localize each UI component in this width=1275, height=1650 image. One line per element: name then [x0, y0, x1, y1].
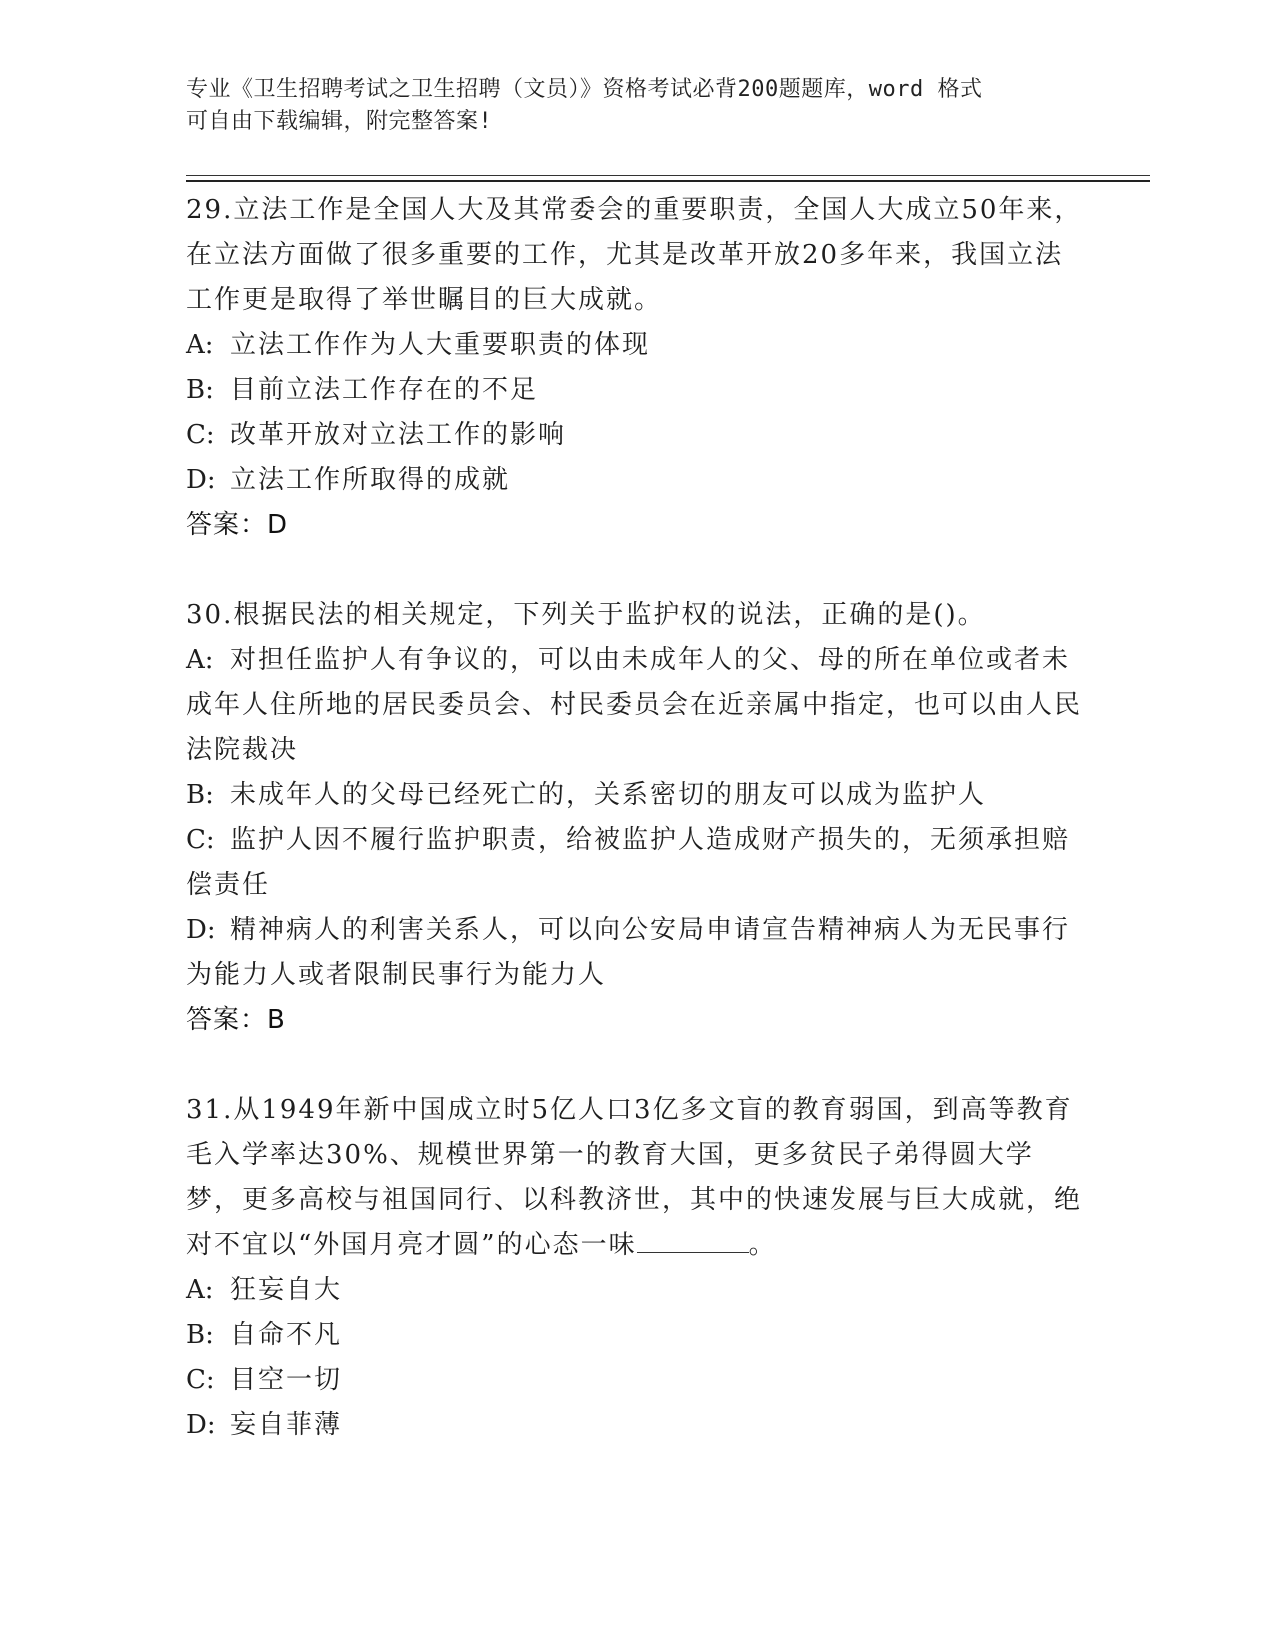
option-b	[186, 368, 1086, 413]
option-key: B:	[186, 780, 214, 810]
header-divider-thick	[186, 180, 1150, 182]
option-key: D:	[186, 465, 216, 495]
option-key: D:	[186, 915, 216, 945]
option-text: 狂妄自大	[230, 1275, 343, 1305]
option-key: C:	[186, 420, 215, 450]
option-text: 未成年人的父母已经死亡的，关系密切的朋友可以成为监护人	[230, 780, 987, 810]
option-key: A:	[186, 645, 214, 675]
header-divider-thin	[186, 175, 1150, 176]
question-30	[186, 593, 1086, 1043]
option-d	[186, 1403, 1086, 1448]
option-key: D:	[186, 1410, 216, 1440]
option-text: 改革开放对立法工作的影响	[230, 420, 567, 450]
option-text: 监护人因不履行监护职责，给被监护人造成财产损失的，无须承担赔偿责任	[186, 825, 1071, 900]
option-d	[186, 458, 1086, 503]
header-line-2: 可自由下载编辑，附完整答案!	[186, 109, 493, 134]
option-text: 立法工作作为人大重要职责的体现	[230, 330, 651, 360]
question-stem: 30.根据民法的相关规定，下列关于监护权的说法，正确的是()。	[186, 600, 986, 630]
fill-in-blank	[637, 1228, 749, 1253]
question-stem: 29.立法工作是全国人大及其常委会的重要职责，全国人大成立50年来，在立法方面做了很多重要的工作，尤其是改革开放20多年来，我国立法工作更是取得了举世瞩目的巨大成就。	[186, 195, 1083, 315]
option-key: B:	[186, 1320, 214, 1350]
document-header	[186, 74, 1066, 138]
question-29	[186, 188, 1086, 548]
stem-end: 。	[748, 1230, 777, 1260]
option-key: C:	[186, 1365, 215, 1395]
option-text: 目前立法工作存在的不足	[230, 375, 539, 405]
header-line-1: 专业《卫生招聘考试之卫生招聘（文员）》资格考试必背200题题库，word 格式	[186, 77, 983, 102]
option-key: C:	[186, 825, 215, 855]
option-c	[186, 818, 1086, 908]
option-b	[186, 773, 1086, 818]
option-key: A:	[186, 330, 214, 360]
option-d	[186, 908, 1086, 998]
option-a	[186, 638, 1086, 773]
option-c	[186, 413, 1086, 458]
stem-text: 31.从1949年新中国成立时5亿人口3亿多文盲的教育弱国，到高等教育毛入学率达30%、规模世界第一的教育大国，更多贫民子弟得圆大学梦，更多高校与祖国同行、以科教济世，其中的快速发展与巨大成就，绝对不宜以“外国月亮才圆”的心态一味	[186, 1095, 1083, 1260]
option-key: B:	[186, 375, 214, 405]
option-text: 精神病人的利害关系人，可以向公安局申请宣告精神病人为无民事行为能力人或者限制民事行为能力人	[186, 915, 1071, 990]
option-text: 目空一切	[230, 1365, 343, 1395]
option-key: A:	[186, 1275, 214, 1305]
option-c	[186, 1358, 1086, 1403]
option-text: 自命不凡	[230, 1320, 343, 1350]
question-31	[186, 1088, 1086, 1448]
option-text: 立法工作所取得的成就	[230, 465, 511, 495]
option-text: 妄自菲薄	[230, 1410, 343, 1440]
answer-line: 答案：D	[186, 510, 289, 540]
option-a	[186, 1268, 1086, 1313]
question-stem	[186, 1088, 1086, 1268]
answer-line: 答案：B	[186, 1005, 286, 1035]
option-a	[186, 323, 1086, 368]
question-list	[186, 188, 1086, 1448]
option-b	[186, 1313, 1086, 1358]
option-text: 对担任监护人有争议的，可以由未成年人的父、母的所在单位或者未成年人住所地的居民委员会、村民委员会在近亲属中指定，也可以由人民法院裁决	[186, 645, 1083, 765]
